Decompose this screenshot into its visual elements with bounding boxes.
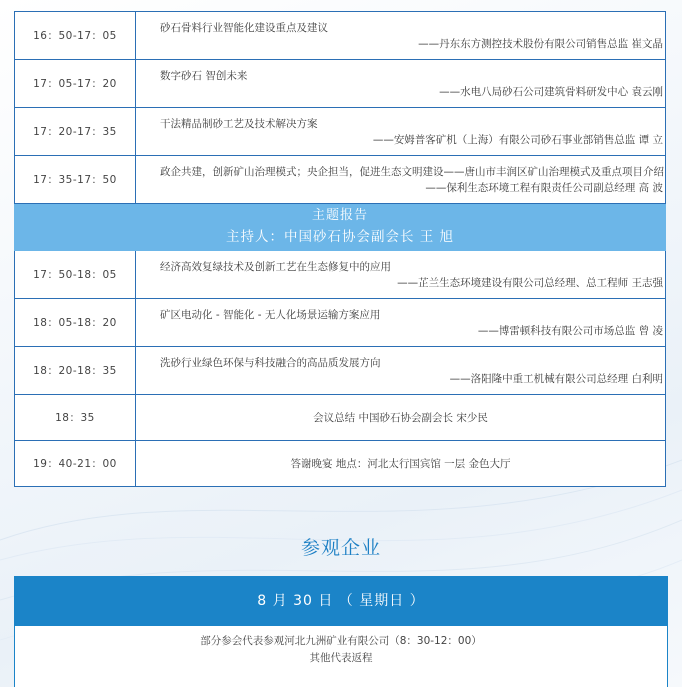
time-cell: 18：35	[15, 395, 136, 441]
table-row	[15, 347, 666, 395]
dinner-info: 答谢晚宴 地点：河北太行国宾馆 一层 金色大厅	[136, 441, 666, 487]
agenda-content	[136, 299, 666, 347]
agenda-content	[136, 60, 666, 108]
table-row	[15, 251, 666, 299]
agenda-content	[136, 108, 666, 156]
agenda-content	[136, 347, 666, 395]
talk-speaker: ——丹东东方测控技术股份有限公司销售总监 崔文晶	[418, 37, 663, 50]
section-header-row	[15, 204, 666, 251]
table-row	[15, 441, 666, 487]
talk-title: 矿区电动化 - 智能化 - 无人化场景运输方案应用	[160, 308, 381, 321]
agenda-content	[136, 251, 666, 299]
visit-detail-line: 部分参会代表参观河北九洲矿业有限公司（8：30-12：00）	[200, 635, 482, 647]
agenda-table	[14, 11, 666, 487]
talk-title: 政企共建，创新矿山治理模式；央企担当，促进生态文明建设——唐山市丰润区矿山治理模式及重点项目介绍	[160, 165, 664, 178]
visit-date-header: 8 月 30 日 （ 星期日 ）	[15, 576, 667, 626]
closing-summary: 会议总结 中国砂石协会副会长 宋少民	[136, 395, 666, 441]
time-cell: 17：05-17：20	[15, 60, 136, 108]
time-cell: 18：20-18：35	[15, 347, 136, 395]
table-row	[15, 395, 666, 441]
time-cell: 16：50-17：05	[15, 12, 136, 60]
time-cell: 19：40-21：00	[15, 441, 136, 487]
table-row	[15, 108, 666, 156]
talk-speaker: ——博雷顿科技有限公司市场总监 曾 凌	[477, 324, 663, 337]
talk-speaker: ——芷兰生态环境建设有限公司总经理、总工程师 王志强	[397, 276, 663, 289]
talk-title: 经济高效复绿技术及创新工艺在生态修复中的应用	[160, 260, 391, 273]
table-row	[15, 60, 666, 108]
section-title: 主题报告	[311, 208, 368, 223]
agenda-content	[136, 156, 666, 204]
time-cell: 17：35-17：50	[15, 156, 136, 204]
time-cell: 17：20-17：35	[15, 108, 136, 156]
talk-title: 干法精品制砂工艺及技术解决方案	[160, 117, 318, 130]
visit-detail-line: 其他代表返程	[309, 652, 373, 664]
section-header	[15, 204, 666, 251]
time-cell: 17：50-18：05	[15, 251, 136, 299]
agenda-content	[136, 12, 666, 60]
talk-title: 砂石骨料行业智能化建设重点及建议	[160, 21, 328, 34]
time-cell: 18：05-18：20	[15, 299, 136, 347]
talk-speaker: ——水电八局砂石公司建筑骨料研发中心 袁云刚	[439, 85, 663, 98]
talk-speaker: ——洛阳隆中重工机械有限公司总经理 白利明	[449, 372, 663, 385]
talk-title: 洗砂行业绿色环保与科技融合的高品质发展方向	[160, 356, 381, 369]
table-row	[15, 12, 666, 60]
talk-speaker: ——保利生态环境工程有限责任公司副总经理 高 波	[425, 181, 663, 194]
talk-speaker: ——安姆普客矿机（上海）有限公司砂石事业部销售总监 谭 立	[372, 133, 663, 146]
visit-details	[15, 626, 667, 667]
table-row	[15, 299, 666, 347]
section-host: 主持人：中国砂石协会副会长 王 旭	[225, 229, 455, 245]
table-row	[15, 156, 666, 204]
visit-section-title: 参观企业	[300, 537, 381, 559]
talk-title: 数字砂石 智创未来	[160, 69, 248, 82]
visit-box	[14, 576, 668, 687]
